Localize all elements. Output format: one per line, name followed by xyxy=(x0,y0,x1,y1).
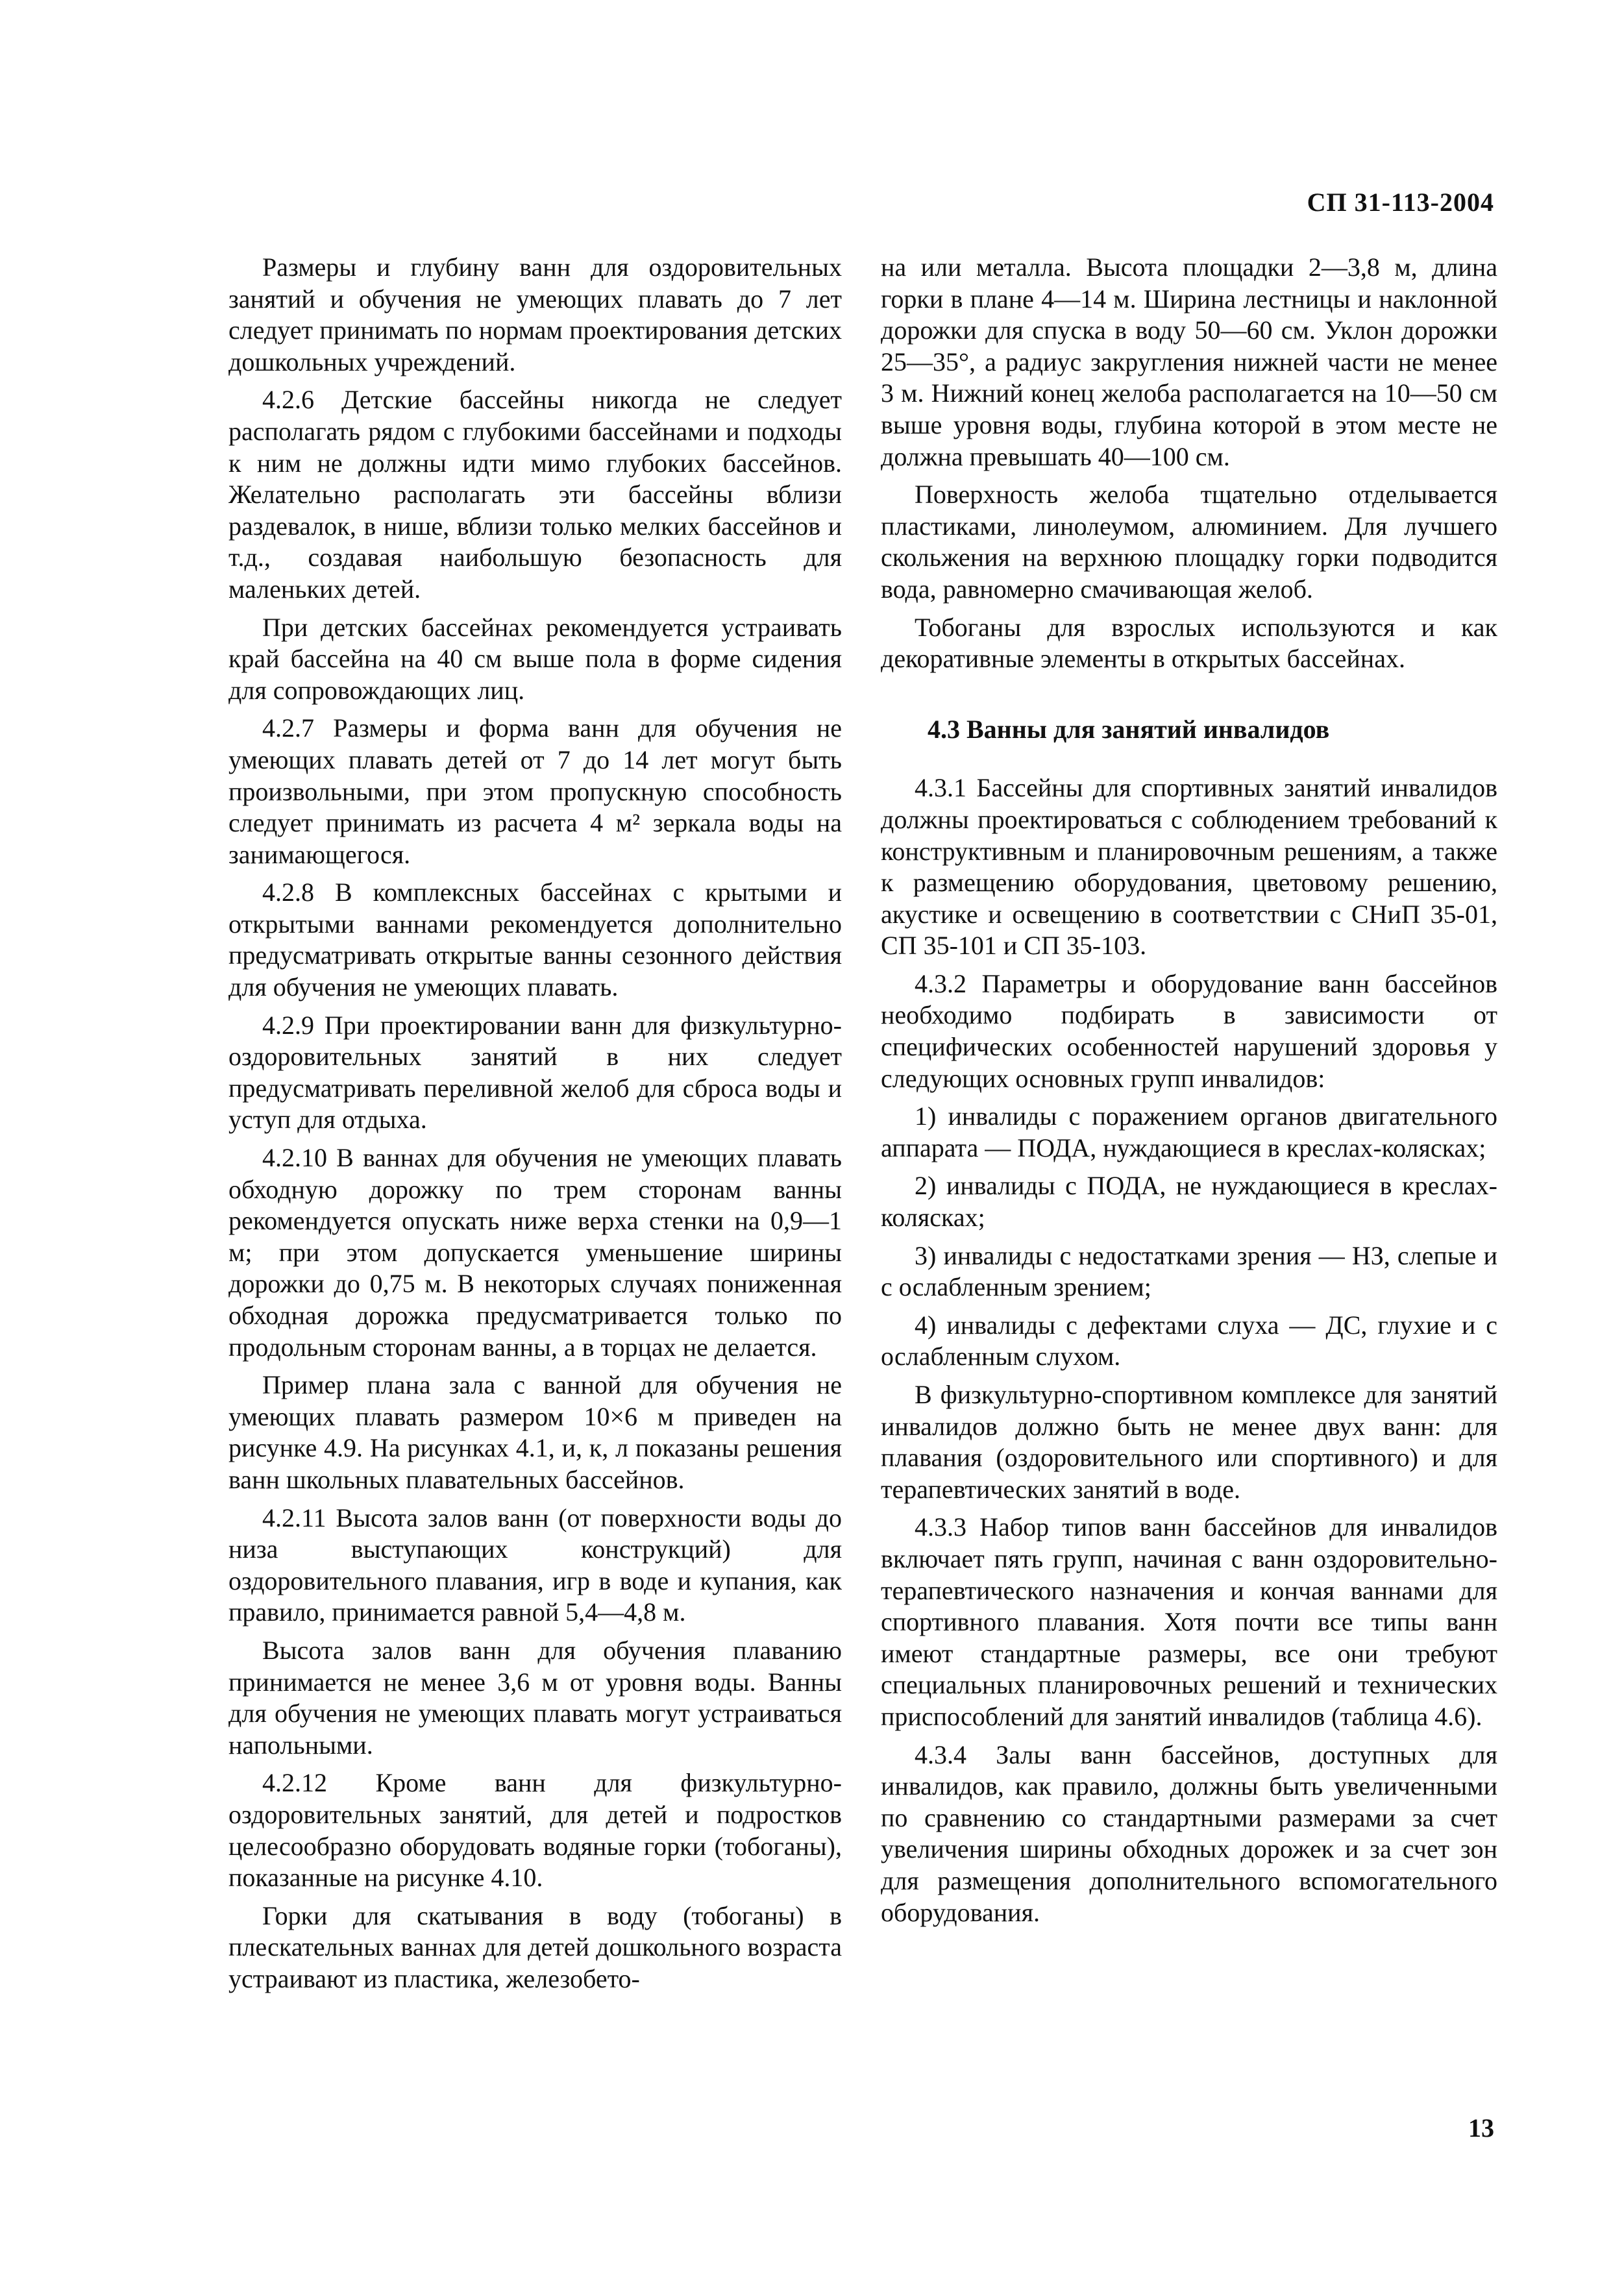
paragraph-p-4-2-8: 4.2.8 В комплексных бассейнах с крытыми и открытыми ваннами рекомендуется дополнительно предусматривать открытые ванны сезонного действия для обучения не умеющих плавать. xyxy=(228,878,842,1002)
paragraph-p-4-2-10: 4.2.10 В ваннах для обучения не умеющих плавать обходную дорожку по трем сторонам ванны рекомендуется опускать ниже верха стенки на 0,9—1 м; при этом допускается уменьшение ширины дорожки до 0,75 м. В некоторых случаях пониженная обходная дорожка предусматривается только по продольным сторонам ванны, а в торцах не делается. xyxy=(228,1143,842,1362)
document-code-header: СП 31-113-2004 xyxy=(1307,188,1494,217)
paragraph-p-4-2-11: 4.2.11 Высота залов ванн (от поверхности воды до низа выступающих конструкций) для оздоровительного плавания, игр в воде и купания, как правило, принимается равной 5,4—4,8 м. xyxy=(228,1503,842,1627)
paragraph-p-4-3-2: 4.3.2 Параметры и оборудование ванн бассейнов необходимо подбирать в зависимости от специфических особенностей нарушений здоровья у следующих основных групп инвалидов: xyxy=(881,968,1497,1093)
paragraph-p-group-1: 1) инвалиды с поражением органов двигательного аппарата — ПОДА, нуждающиеся в креслах-колясках; xyxy=(881,1101,1497,1162)
paragraph-p-4-2-6: 4.2.6 Детские бассейны никогда не следует располагать рядом с глубокими бассейнами и подходы к ним не должны идти мимо глубоких бассейнов. Желательно располагать эти бассейны вблизи раздевалок, в нише, вблизи только мелких бассейнов и т.д., создавая наибольшую безопасность для маленьких детей. xyxy=(228,385,842,604)
paragraph-p-group-3: 3) инвалиды с недостатками зрения — НЗ, слепые и с ослабленным зрением; xyxy=(881,1240,1497,1302)
left-text-column xyxy=(228,252,842,2001)
page-number: 13 xyxy=(1468,2113,1494,2143)
right-text-column xyxy=(881,252,1497,1935)
paragraph-p-4-2-12: 4.2.12 Кроме ванн для физкультурно-оздоровительных занятий, для детей и подростков целесообразно оборудовать водяные горки (тобоганы), показанные на рисунке 4.10. xyxy=(228,1768,842,1893)
paragraph-p-slides: Горки для скатывания в воду (тобоганы) в плескательных ваннах для детей дошкольного возраста устраивают из пластика, железобето- xyxy=(228,1900,842,1993)
paragraph-p-4-3-4: 4.3.4 Залы ванн бассейнов, доступных для инвалидов, как правило, должны быть увеличенными по сравнению со стандартными размерами за счет увеличения ширины обходных дорожек и за счет зон для размещения дополнительного вспомогательного оборудования. xyxy=(881,1739,1497,1927)
paragraph-p-complex: В физкультурно-спортивном комплексе для занятий инвалидов должно быть не менее двух ванн: для плавания (оздоровительного или спортивного) и для терапевтических занятий в воде. xyxy=(881,1380,1497,1504)
paragraph-p-plan-example: Пример плана зала с ванной для обучения не умеющих плавать размером 10×6 м приведен на рисунке 4.9. На рисунках 4.1, и, к, л показаны решения ванн школьных плавательных бассейнов. xyxy=(228,1370,842,1494)
paragraph-p-slides-cont: на или металла. Высота площадки 2—3,8 м, длина горки в плане 4—14 м. Ширина лестницы и наклонной дорожки для спуска в воду 50—60 см. Уклон дорожки 25—35°, а радиус закругления нижней части не менее 3 м. Нижний конец желоба располагается на 10—50 см выше уровня воды, глубина которой в этом месте не должна превышать 40—100 см. xyxy=(881,252,1497,471)
right-column-top-paragraphs xyxy=(881,252,1497,675)
paragraph-p-adult-slides: Тобоганы для взрослых используются и как декоративные элементы в открытых бассейнах. xyxy=(881,612,1497,674)
paragraph-p-chute-surface: Поверхность желоба тщательно отделывается пластиками, линолеумом, алюминием. Для лучшего скольжения на верхнюю площадку горки подводится вода, равномерно смачивающая желоб. xyxy=(881,480,1497,604)
right-column-bottom-paragraphs xyxy=(881,772,1497,1928)
paragraph-p-edge-raise: При детских бассейнах рекомендуется устраивать край бассейна на 40 см выше пола в форме сидения для сопровождающих лиц. xyxy=(228,612,842,705)
paragraph-p-4-3-3: 4.3.3 Набор типов ванн бассейнов для инвалидов включает пять групп, начиная с ванн оздоровительно-терапевтического назначения и кончая ваннами для спортивного плавания. Хотя почти все типы ванн имеют стандартные размеры, все они требуют специальных планировочных решений и технических приспособлений для занятий инвалидов (таблица 4.6). xyxy=(881,1512,1497,1731)
paragraph-p-4-2-9: 4.2.9 При проектировании ванн для физкультурно-оздоровительных занятий в них следует предусматривать переливной желоб для сброса воды и уступ для отдыха. xyxy=(228,1010,842,1135)
paragraph-p-hall-height: Высота залов ванн для обучения плаванию принимается не менее 3,6 м от уровня воды. Ванны для обучения не умеющих плавать могут устраиваться напольными. xyxy=(228,1635,842,1760)
paragraph-p-4-2-7: 4.2.7 Размеры и форма ванн для обучения не умеющих плавать детей от 7 до 14 лет могут быть произвольными, при этом пропускную способность следует принимать из расчета 4 м² зеркала воды на занимающегося. xyxy=(228,713,842,869)
paragraph-p-group-4: 4) инвалиды с дефектами слуха — ДС, глухие и с ослабленным слухом. xyxy=(881,1310,1497,1371)
paragraph-p-4-3-1: 4.3.1 Бассейны для спортивных занятий инвалидов должны проектироваться с соблюдением требований к конструктивным и планировочным решениям, а также к размещению оборудования, цветовому решению, акустике и освещению в соответствии с СНиП 35-01, СП 35-101 и СП 35-103. xyxy=(881,773,1497,961)
paragraph-p-sizes-depth: Размеры и глубину ванн для оздоровительных занятий и обучения не умеющих плавать до 7 лет следует принимать по нормам проектирования детских дошкольных учреждений. xyxy=(228,252,842,376)
paragraph-p-group-2: 2) инвалиды с ПОДА, не нуждающиеся в креслах-колясках; xyxy=(881,1171,1497,1233)
section-heading-4-3: 4.3 Ванны для занятий инвалидов xyxy=(928,714,1330,744)
